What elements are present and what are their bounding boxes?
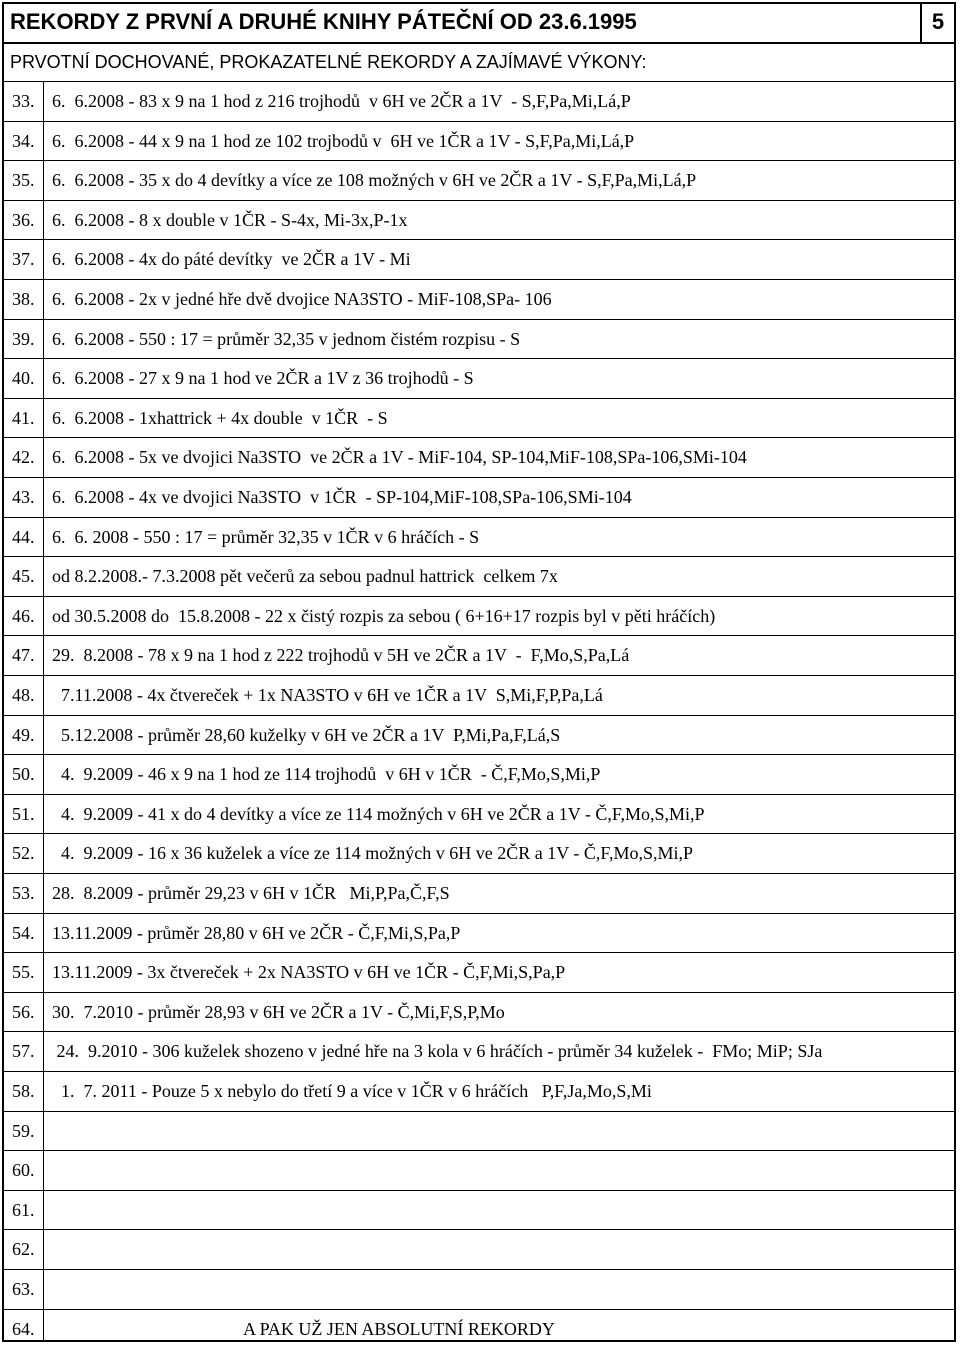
table-row — [4, 636, 954, 676]
record-number: 64. — [12, 1318, 35, 1339]
table-row — [4, 320, 954, 360]
table-row — [4, 82, 954, 122]
record-text: 6. 6.2008 - 27 x 9 na 1 hod ve 2ČR a 1V z 36 trojhodů - S — [52, 368, 474, 389]
record-number: 58. — [12, 1081, 35, 1101]
table-row — [4, 1270, 954, 1310]
record-text: 5.12.2008 - průměr 28,60 kuželky v 6H ve 2ČR a 1V P,Mi,Pa,F,Lá,S — [52, 724, 561, 745]
record-text: od 8.2.2008.- 7.3.2008 pět večerů za sebou padnul hattrick celkem 7x — [52, 566, 558, 587]
table-row — [4, 716, 954, 756]
record-number: 36. — [12, 209, 35, 230]
table-row — [4, 1112, 954, 1152]
record-text: 4. 9.2009 - 46 x 9 na 1 hod ze 114 trojhodů v 6H v 1ČR - Č,F,Mo,S,Mi,P — [52, 764, 601, 785]
record-text: 6. 6.2008 - 5x ve dvojici Na3STO ve 2ČR a 1V - MiF-104, SP-104,MiF-108,SPa-106,SMi-104 — [52, 447, 747, 468]
table-row — [4, 399, 954, 439]
record-text: 1. 7. 2011 - Pouze 5 x nebylo do třetí 9 a více v 1ČR v 6 hráčích P,F,Ja,Mo,S,Mi — [52, 1081, 652, 1101]
record-number: 39. — [12, 328, 35, 349]
record-number: 35. — [12, 170, 35, 191]
records-table — [2, 2, 956, 1342]
record-number: 49. — [12, 724, 35, 745]
page-title: REKORDY Z PRVNÍ A DRUHÉ KNIHY PÁTEČNÍ OD 23.6.1995 — [10, 9, 637, 34]
table-row — [4, 1151, 954, 1191]
table-row — [4, 518, 954, 558]
table-row — [4, 1230, 954, 1270]
table-row — [4, 557, 954, 597]
record-number: 40. — [12, 368, 35, 389]
record-number: 61. — [12, 1199, 35, 1220]
table-row — [4, 874, 954, 914]
record-number: 59. — [12, 1120, 35, 1141]
record-number: 54. — [12, 922, 35, 943]
table-row — [4, 438, 954, 478]
record-number: 51. — [12, 803, 35, 824]
record-number: 34. — [12, 130, 35, 151]
record-text: 4. 9.2009 - 41 x do 4 devítky a více ze 114 možných v 6H ve 2ČR a 1V - Č,F,Mo,S,Mi,P — [52, 803, 705, 824]
table-row — [4, 359, 954, 399]
record-number: 37. — [12, 249, 35, 270]
record-number: 41. — [12, 407, 35, 428]
record-number: 33. — [12, 91, 35, 111]
table-row — [4, 201, 954, 241]
table-row — [4, 914, 954, 954]
table-row — [4, 280, 954, 320]
record-number: 55. — [12, 962, 35, 983]
title-bar — [4, 4, 954, 44]
record-text: 6. 6.2008 - 4x ve dvojici Na3STO v 1ČR - SP-104,MiF-108,SPa-106,SMi-104 — [52, 487, 632, 507]
record-text: 6. 6.2008 - 550 : 17 = průměr 32,35 v jednom čistém rozpisu - S — [52, 328, 521, 349]
record-text: 30. 7.2010 - průměr 28,93 v 6H ve 2ČR a 1V - Č,Mi,F,S,P,Mo — [52, 1001, 505, 1022]
table-row — [4, 993, 954, 1033]
record-text: 28. 8.2009 - průměr 29,23 v 6H v 1ČR Mi,P,Pa,Č,F,S — [52, 883, 450, 903]
record-number: 47. — [12, 645, 35, 666]
record-number: 45. — [12, 566, 35, 587]
record-number: 62. — [12, 1239, 35, 1260]
record-number: 60. — [12, 1160, 35, 1181]
section-subtitle: PRVOTNÍ DOCHOVANÉ, PROKAZATELNÉ REKORDY A ZAJÍMAVÉ VÝKONY: — [10, 52, 647, 72]
record-text: 6. 6. 2008 - 550 : 17 = průměr 32,35 v 1ČR v 6 hráčích - S — [52, 526, 480, 547]
record-number: 52. — [12, 843, 35, 864]
table-row — [4, 1310, 954, 1349]
record-text: 13.11.2009 - 3x čtvereček + 2x NA3STO v 6H ve 1ČR - Č,F,Mi,S,Pa,P — [52, 962, 566, 983]
table-row — [4, 953, 954, 993]
record-number: 56. — [12, 1001, 35, 1022]
record-number: 57. — [12, 1041, 35, 1062]
record-text: 6. 6.2008 - 83 x 9 na 1 hod z 216 trojhodů v 6H ve 2ČR a 1V - S,F,Pa,Mi,Lá,P — [52, 91, 631, 111]
record-text: 6. 6.2008 - 2x v jedné hře dvě dvojice NA3STO - MiF-108,SPa- 106 — [52, 289, 552, 309]
table-row — [4, 240, 954, 280]
record-text: 13.11.2009 - průměr 28,80 v 6H ve 2ČR - Č,F,Mi,S,Pa,P — [52, 922, 461, 943]
record-number: 48. — [12, 685, 35, 705]
record-number: 63. — [12, 1279, 35, 1299]
record-number: 43. — [12, 487, 35, 507]
record-number: 53. — [12, 883, 35, 903]
table-row — [4, 676, 954, 716]
record-text: 7.11.2008 - 4x čtvereček + 1x NA3STO v 6H ve 1ČR a 1V S,Mi,F,P,Pa,Lá — [52, 685, 603, 705]
record-text: A PAK UŽ JEN ABSOLUTNÍ REKORDY — [243, 1318, 555, 1339]
record-number: 44. — [12, 526, 35, 547]
record-text: 6. 6.2008 - 4x do páté devítky ve 2ČR a 1V - Mi — [52, 249, 411, 270]
record-number: 42. — [12, 447, 35, 468]
record-text: 4. 9.2009 - 16 x 36 kuželek a více ze 114 možných v 6H ve 2ČR a 1V - Č,F,Mo,S,Mi,P — [52, 843, 693, 864]
record-text: 6. 6.2008 - 8 x double v 1ČR - S-4x, Mi-3x,P-1x — [52, 209, 408, 230]
record-text: od 30.5.2008 do 15.8.2008 - 22 x čistý rozpis za sebou ( 6+16+17 rozpis byl v pěti hráčích) — [52, 605, 716, 626]
page-number-cell — [920, 4, 954, 42]
table-row — [4, 1191, 954, 1231]
record-text: 6. 6.2008 - 44 x 9 na 1 hod ze 102 trojbodů v 6H ve 1ČR a 1V - S,F,Pa,Mi,Lá,P — [52, 130, 635, 151]
table-row — [4, 597, 954, 637]
record-text: 6. 6.2008 - 35 x do 4 devítky a více ze 108 možných v 6H ve 2ČR a 1V - S,F,Pa,Mi,Lá,P — [52, 170, 697, 191]
table-row — [4, 122, 954, 162]
table-row — [4, 478, 954, 518]
record-number: 46. — [12, 605, 35, 626]
table-row — [4, 1072, 954, 1112]
page-number: 5 — [931, 9, 945, 34]
table-row — [4, 795, 954, 835]
table-row — [4, 161, 954, 201]
record-text: 24. 9.2010 - 306 kuželek shozeno v jedné hře na 3 kola v 6 hráčích - průměr 34 kuželek - FMo; MiP; SJa — [52, 1041, 823, 1062]
record-text: 6. 6.2008 - 1xhattrick + 4x double v 1ČR - S — [52, 407, 388, 428]
table-row — [4, 834, 954, 874]
record-number: 50. — [12, 764, 35, 785]
table-row — [4, 1032, 954, 1072]
record-number: 38. — [12, 289, 35, 309]
record-text: 29. 8.2008 - 78 x 9 na 1 hod z 222 trojhodů v 5H ve 2ČR a 1V - F,Mo,S,Pa,Lá — [52, 645, 630, 666]
table-row — [4, 755, 954, 795]
